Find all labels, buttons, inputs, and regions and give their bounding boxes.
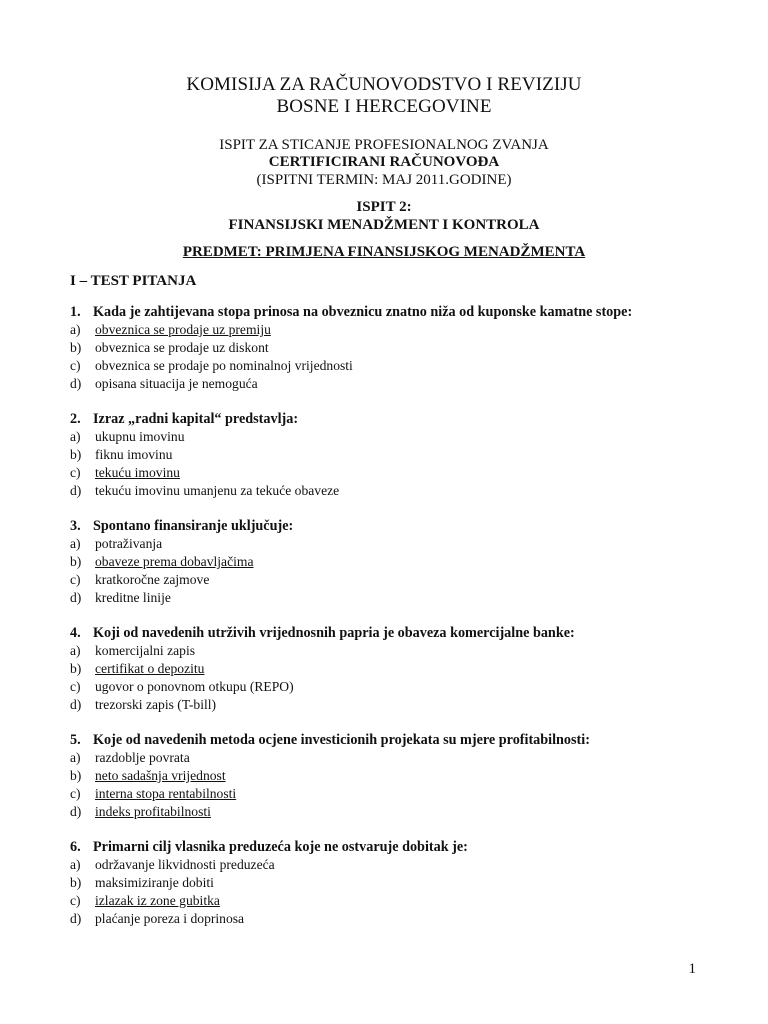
option-letter: b): [70, 661, 82, 676]
option-text-correct: tekuću imovinu: [95, 465, 180, 480]
answer-option: [70, 535, 710, 553]
answer-option: [70, 678, 710, 696]
option-text: razdoblje povrata: [95, 750, 190, 765]
answer-option: [70, 910, 710, 928]
option-letter: c): [70, 358, 81, 373]
commission-title-line2: BOSNE I HERCEGOVINE: [276, 96, 492, 117]
option-text-correct: obveznica se prodaje uz premiju: [95, 322, 271, 337]
answer-option: [70, 696, 710, 714]
answer-option: [70, 321, 710, 339]
option-text: kreditne linije: [95, 590, 171, 605]
question-1: [70, 303, 710, 393]
option-text: obveznica se prodaje po nominalnoj vrijednosti: [95, 358, 353, 373]
answer-options: [70, 535, 710, 607]
option-letter: c): [70, 572, 81, 587]
answer-option: [70, 660, 710, 678]
question-number: 3.: [70, 518, 81, 534]
option-text: kratkoročne zajmove: [95, 572, 210, 587]
answer-option: [70, 375, 710, 393]
answer-option: [70, 553, 710, 571]
option-letter: c): [70, 786, 81, 801]
option-letter: a): [70, 857, 81, 872]
commission-title-line1: KOMISIJA ZA RAČUNOVODSTVO I REVIZIJU: [186, 74, 582, 95]
question-number: 5.: [70, 732, 81, 748]
question-number: 1.: [70, 304, 81, 320]
option-text-correct: izlazak iz zone gubitka: [95, 893, 220, 908]
question-text: Kada je zahtijevana stopa prinosa na obveznicu znatno niža od kuponske kamatne stope:: [93, 304, 633, 320]
question-4: [70, 624, 710, 714]
option-text: ukupnu imovinu: [95, 429, 185, 444]
exam-number: ISPIT 2:: [356, 199, 412, 215]
question-number: 2.: [70, 411, 81, 427]
option-letter: c): [70, 893, 81, 908]
answer-option: [70, 749, 710, 767]
option-text: komercijalni zapis: [95, 643, 196, 658]
exam-term: (ISPITNI TERMIN: MAJ 2011.GODINE): [256, 172, 512, 188]
option-letter: d): [70, 376, 82, 391]
option-text: ugovor o ponovnom otkupu (REPO): [95, 679, 294, 694]
option-letter: d): [70, 697, 82, 712]
option-letter: b): [70, 554, 82, 569]
question-heading: [70, 303, 710, 321]
section-title: I – TEST PITANJA: [70, 273, 197, 289]
question-text: Izraz „radni kapital“ predstavlja:: [93, 411, 299, 427]
question-2: [70, 410, 710, 500]
option-text: tekuću imovinu umanjenu za tekuće obaveze: [95, 483, 340, 498]
option-text: fiknu imovinu: [95, 447, 173, 462]
answer-option: [70, 803, 710, 821]
option-letter: a): [70, 536, 81, 551]
option-text: održavanje likvidnosti preduzeća: [95, 857, 275, 872]
option-letter: d): [70, 590, 82, 605]
answer-option: [70, 339, 710, 357]
option-text: obveznica se prodaje uz diskont: [95, 340, 269, 355]
page-number: 1: [688, 961, 696, 977]
answer-options: [70, 321, 710, 393]
answer-option: [70, 482, 710, 500]
question-text: Koji od navedenih utrživih vrijednosnih papria je obaveza komercijalne banke:: [93, 625, 575, 641]
certification-title: CERTIFICIRANI RAČUNOVOĐA: [268, 154, 500, 170]
answer-option: [70, 642, 710, 660]
option-letter: a): [70, 750, 81, 765]
question-text: Primarni cilj vlasnika preduzeća koje ne ostvaruje dobitak je:: [93, 839, 468, 855]
question-text: Spontano finansiranje uključuje:: [93, 518, 294, 534]
option-text-correct: neto sadašnja vrijednost: [95, 768, 226, 783]
option-letter: b): [70, 340, 82, 355]
option-letter: a): [70, 643, 81, 658]
question-6: [70, 838, 710, 928]
option-text-correct: certifikat o depozitu: [95, 661, 205, 676]
answer-options: [70, 428, 710, 500]
answer-options: [70, 749, 710, 821]
question-heading: [70, 624, 710, 642]
option-text: opisana situacija je nemoguća: [95, 376, 258, 391]
option-letter: b): [70, 447, 82, 462]
subject-title: PREDMET: PRIMJENA FINANSIJSKOG MENADŽMENTA: [182, 244, 586, 260]
answer-option: [70, 446, 710, 464]
answer-option: [70, 357, 710, 375]
option-text-correct: obaveze prema dobavljačima: [95, 554, 254, 569]
question-heading: [70, 517, 710, 535]
question-number: 4.: [70, 625, 81, 641]
question-heading: [70, 731, 710, 749]
option-letter: d): [70, 483, 82, 498]
option-letter: b): [70, 768, 82, 783]
answer-options: [70, 642, 710, 714]
question-heading: [70, 410, 710, 428]
exam-title: ISPIT ZA STICANJE PROFESIONALNOG ZVANJA: [219, 137, 549, 153]
option-text: plaćanje poreza i doprinosa: [95, 911, 245, 926]
answer-option: [70, 464, 710, 482]
option-letter: d): [70, 804, 82, 819]
option-letter: c): [70, 465, 81, 480]
question-text: Koje od navedenih metoda ocjene investicionih projekata su mjere profitabilnosti:: [93, 732, 590, 748]
question-heading: [70, 838, 710, 856]
option-text: maksimiziranje dobiti: [95, 875, 214, 890]
option-text-correct: interna stopa rentabilnosti: [95, 786, 237, 801]
option-letter: b): [70, 875, 82, 890]
option-text: trezorski zapis (T-bill): [95, 697, 217, 712]
answer-option: [70, 767, 710, 785]
option-letter: a): [70, 322, 81, 337]
answer-option: [70, 856, 710, 874]
answer-option: [70, 785, 710, 803]
answer-options: [70, 856, 710, 928]
answer-option: [70, 589, 710, 607]
question-list: [70, 303, 710, 945]
question-5: [70, 731, 710, 821]
commission-title: [0, 74, 768, 118]
option-text-correct: indeks profitabilnosti: [95, 804, 211, 819]
option-letter: c): [70, 679, 81, 694]
question-number: 6.: [70, 839, 81, 855]
exam-name: FINANSIJSKI MENADŽMENT I KONTROLA: [228, 217, 540, 233]
question-3: [70, 517, 710, 607]
option-letter: a): [70, 429, 81, 444]
answer-option: [70, 571, 710, 589]
option-letter: d): [70, 911, 82, 926]
option-text: potraživanja: [95, 536, 163, 551]
answer-option: [70, 428, 710, 446]
answer-option: [70, 874, 710, 892]
answer-option: [70, 892, 710, 910]
